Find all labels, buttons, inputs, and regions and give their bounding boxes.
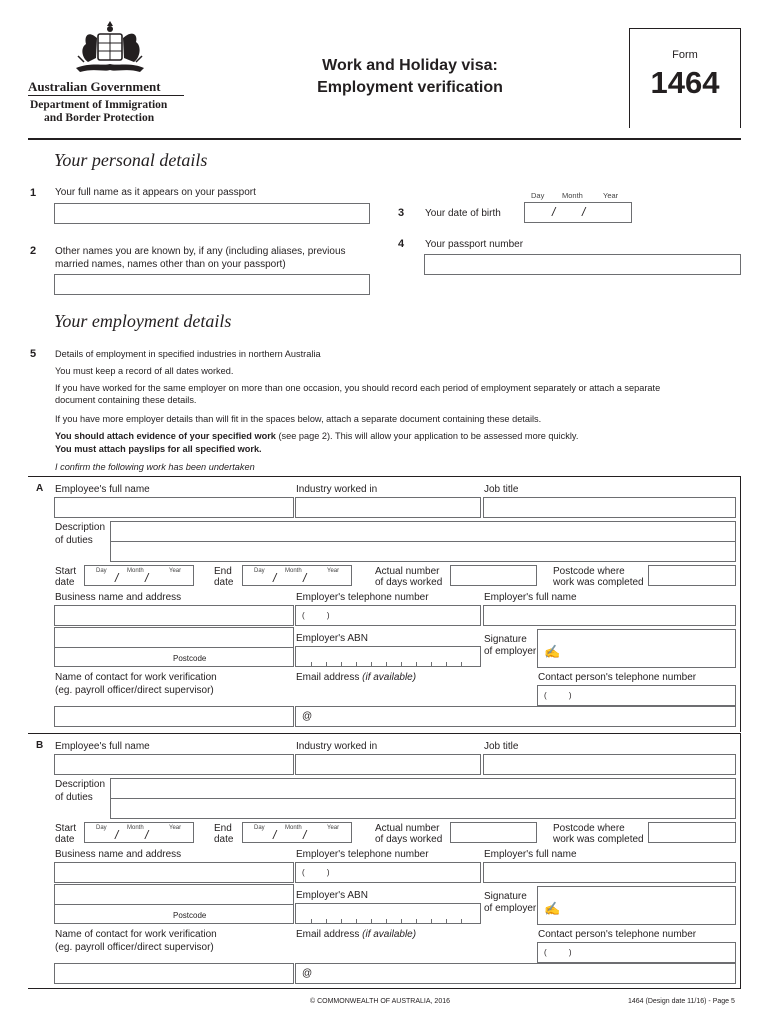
duties-input-line1[interactable] [110,521,736,542]
contact-name-input[interactable] [54,706,294,727]
dept-line1: Department of Immigration [30,99,168,111]
start-year-label: Year [169,568,182,574]
coat-of-arms-icon [70,18,150,76]
business-postcode-input[interactable] [54,647,294,667]
start-date-label-2: date [55,834,75,845]
form-title-line1: Work and Holiday visa: [322,57,498,74]
pen-icon: ✍ [544,901,561,916]
duties-input-line2[interactable] [110,798,736,819]
page-info: 1464 (Design date 11/16) - Page 5 [628,998,735,1005]
q4-number: 4 [398,238,405,250]
form-number-box [629,28,741,128]
start-date-label-1: Start [55,823,77,834]
contact-name-label-1: Name of contact for work verification [55,672,217,683]
contact-name-label-1: Name of contact for work verification [55,929,217,940]
contact-phone-label: Contact person's telephone number [538,929,697,940]
start-sep-2: / [145,828,149,842]
days-worked-input[interactable] [450,565,537,586]
start-year-label: Year [169,825,182,831]
form-title-line2: Employment verification [317,79,503,96]
contact-name-input[interactable] [54,963,294,984]
dob-separator-2: / [582,205,586,219]
employment-intro: Details of employment in specified industries in northern Australia [55,349,321,359]
start-date-label-2: date [55,577,75,588]
days-worked-label-1: Actual number [375,823,440,834]
org-divider [28,95,184,96]
email-label-text: Email address [296,929,360,940]
q3-label: Your date of birth [425,208,501,219]
full-name-input[interactable] [54,203,370,224]
end-sep-1: / [273,571,277,585]
start-date-input[interactable] [84,565,194,586]
work-postcode-input[interactable] [648,822,736,843]
q3-number: 3 [398,207,405,219]
date-of-birth-input[interactable] [524,202,632,223]
industry-input[interactable] [295,497,481,518]
industry-label: Industry worked in [296,484,378,495]
start-sep-1: / [115,828,119,842]
start-day-label: Day [96,825,107,831]
q1-label: Your full name as it appears on your passport [55,187,256,198]
employment-evidence [55,431,578,442]
employer-name-input[interactable] [483,605,736,626]
duties-input-line2[interactable] [110,541,736,562]
start-month-label: Month [127,568,144,574]
end-date-label-2: date [214,577,234,588]
email-input[interactable] [295,706,736,727]
at-symbol: @ [302,711,313,722]
business-label: Business name and address [55,849,182,860]
contact-name-label-2: (eg. payroll officer/direct supervisor) [55,942,214,953]
employer-phone-paren: ( ) [302,868,330,877]
signature-label-2: of employer [484,903,537,914]
block-letter: B [36,740,44,751]
industry-label: Industry worked in [296,741,378,752]
dob-month-label: Month [562,191,583,200]
employment-more-details: If you have more employer details than will fit in the spaces below, attach a separate document containing these details. [55,414,542,424]
copyright: © COMMONWEALTH OF AUSTRALIA, 2016 [310,998,450,1005]
employment-evidence-rest: (see page 2). This will allow your application to be assessed more quickly. [275,431,579,441]
end-month-label: Month [285,568,302,574]
work-postcode-label-1: Postcode where [553,566,625,577]
form-title [290,55,530,99]
contact-name-label-2: (eg. payroll officer/direct supervisor) [55,685,214,696]
end-sep-1: / [273,828,277,842]
business-postcode-input[interactable] [54,904,294,924]
employer-phone-input[interactable] [295,862,481,883]
email-note: (if available) [362,672,417,683]
work-postcode-label-2: work was completed [553,834,644,845]
abn-input[interactable] [295,903,481,924]
abn-input[interactable] [295,646,481,667]
dob-separator-1: / [552,205,556,219]
business-input-line1[interactable] [54,605,294,626]
dept-line2: and Border Protection [44,112,155,124]
contact-phone-paren: ( ) [544,948,572,957]
description-label-1: Description [55,522,106,533]
email-note: (if available) [362,929,417,940]
employment-same-employer-1: If you have worked for the same employer on more than one occasion, you should record each period of employment separately or attach a separate [55,383,661,393]
start-sep-2: / [145,571,149,585]
start-month-label: Month [127,825,144,831]
email-label-text: Email address [296,672,360,683]
employment-details-heading: Your employment details [54,311,232,331]
work-postcode-label-2: work was completed [553,577,644,588]
contact-phone-label: Contact person's telephone number [538,672,697,683]
contact-phone-input[interactable] [537,685,736,706]
duties-input-line1[interactable] [110,778,736,799]
description-label-1: Description [55,779,106,790]
employer-phone-paren: ( ) [302,611,330,620]
signature-label-1: Signature [484,634,527,645]
email-label [296,929,416,941]
employer-name-label: Employer's full name [484,849,577,860]
end-sep-2: / [303,828,307,842]
business-input-line2[interactable] [54,884,294,905]
start-date-label-1: Start [55,566,77,577]
employer-name-input[interactable] [483,862,736,883]
description-label-2: of duties [55,535,93,546]
personal-details-heading: Your personal details [54,150,208,170]
q5-number: 5 [30,348,37,360]
business-input-line1[interactable] [54,862,294,883]
employer-phone-label: Employer's telephone number [296,849,429,860]
days-worked-label-2: of days worked [375,577,443,588]
end-date-input[interactable] [242,565,352,586]
org-name: Australian Government [28,79,161,94]
signature-input[interactable] [537,886,736,925]
dob-day-label: Day [531,191,545,200]
days-worked-label-2: of days worked [375,834,443,845]
contact-phone-input[interactable] [537,942,736,963]
job-title-input[interactable] [483,754,736,775]
industry-input[interactable] [295,754,481,775]
employment-evidence-bold: You should attach evidence of your specified work [55,431,276,441]
abn-label: Employer's ABN [296,890,368,901]
work-postcode-input[interactable] [648,565,736,586]
employee-name-label: Employee's full name [55,484,150,495]
block-letter: A [36,483,44,494]
job-title-label: Job title [484,741,519,752]
employment-same-employer-2: document containing these details. [55,395,197,405]
postcode-label: Postcode [173,911,207,920]
q2-number: 2 [30,245,37,257]
end-date-label-2: date [214,834,234,845]
description-label-2: of duties [55,792,93,803]
end-month-label: Month [285,825,302,831]
end-year-label: Year [327,825,340,831]
end-day-label: Day [254,568,265,574]
end-sep-2: / [303,571,307,585]
employer-phone-label: Employer's telephone number [296,592,429,603]
q2-label-line2: married names, names other than on your passport) [55,259,286,270]
pen-icon: ✍ [544,644,561,659]
other-names-input[interactable] [54,274,370,295]
dob-year-label: Year [603,191,619,200]
start-day-label: Day [96,568,107,574]
employment-block-b [28,733,741,989]
employer-name-label: Employer's full name [484,592,577,603]
employee-name-input[interactable] [54,754,294,775]
q4-label: Your passport number [425,239,524,250]
abn-label: Employer's ABN [296,633,368,644]
end-date-label-1: End [214,823,232,834]
passport-number-input[interactable] [424,254,741,275]
contact-phone-paren: ( ) [544,691,572,700]
email-input[interactable] [295,963,736,984]
signature-label-2: of employer [484,646,537,657]
work-postcode-label-1: Postcode where [553,823,625,834]
days-worked-label-1: Actual number [375,566,440,577]
q1-number: 1 [30,187,37,199]
end-year-label: Year [327,568,340,574]
end-date-label-1: End [214,566,232,577]
start-sep-1: / [115,571,119,585]
end-date-input[interactable] [242,822,352,843]
employment-payslips: You must attach payslips for all specified work. [55,444,262,454]
days-worked-input[interactable] [450,822,537,843]
business-input-line2[interactable] [54,627,294,648]
at-symbol: @ [302,968,313,979]
business-label: Business name and address [55,592,182,603]
end-day-label: Day [254,825,265,831]
employer-phone-input[interactable] [295,605,481,626]
employment-confirm: I confirm the following work has been undertaken [55,462,255,472]
signature-input[interactable] [537,629,736,668]
email-label [296,672,416,684]
header-rule [28,138,741,140]
signature-label-1: Signature [484,891,527,902]
q2-label-line1: Other names you are known by, if any (including aliases, previous [55,246,346,257]
job-title-input[interactable] [483,497,736,518]
form-label: Form [672,49,698,61]
form-number: 1464 [650,65,720,100]
employment-block-a [28,476,741,732]
employee-name-label: Employee's full name [55,741,150,752]
start-date-input[interactable] [84,822,194,843]
postcode-label: Postcode [173,654,207,663]
job-title-label: Job title [484,484,519,495]
employment-keep-record: You must keep a record of all dates worked. [55,366,234,376]
employee-name-input[interactable] [54,497,294,518]
